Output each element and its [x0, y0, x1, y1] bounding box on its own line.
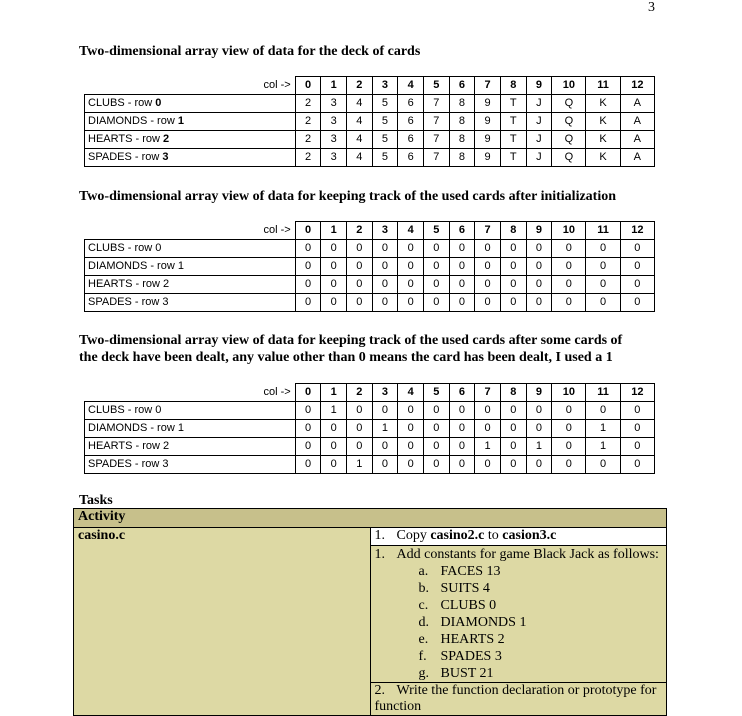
table-cell: 0	[295, 294, 321, 312]
table-cell: 0	[423, 240, 449, 258]
table-cell: 0	[552, 258, 586, 276]
row-label: HEARTS - row 2	[85, 438, 296, 456]
table-cell: J	[526, 95, 552, 113]
table-cell: 0	[423, 276, 449, 294]
table-cell: 9	[475, 131, 501, 149]
row-label: HEARTS - row 2	[85, 131, 296, 149]
table-cell: K	[586, 131, 620, 149]
column-header: 8	[500, 384, 526, 402]
table-cell: 0	[398, 294, 424, 312]
table-cell: 0	[526, 258, 552, 276]
column-header: 7	[475, 222, 501, 240]
table-cell: 9	[475, 95, 501, 113]
table-cell: 0	[295, 438, 321, 456]
step-text: Write the function declaration or prototype for function	[374, 683, 657, 714]
table-cell: 0	[398, 240, 424, 258]
row-label: SPADES - row 3	[85, 149, 296, 167]
table-cell: A	[620, 131, 654, 149]
target-filename: casion3.c	[502, 528, 557, 543]
table-cell: 3	[321, 113, 347, 131]
table-cell: 0	[321, 240, 347, 258]
table-cell: 6	[398, 113, 424, 131]
table-cell: 2	[295, 113, 321, 131]
constant-item: d. DIAMONDS 1	[418, 615, 527, 630]
table-cell: 0	[372, 438, 398, 456]
table-cell: J	[526, 149, 552, 167]
table-cell: 0	[475, 276, 501, 294]
table-cell: 0	[620, 294, 654, 312]
used-cards-dealt-table	[84, 383, 655, 474]
table-cell: 3	[321, 131, 347, 149]
table-cell: K	[586, 113, 620, 131]
constant-item: f. SPADES 3	[418, 649, 502, 664]
used-cards-dealt-heading-line2: the deck have been dealt, any value other than 0 means the card has been dealt, I used a 1	[79, 350, 613, 365]
column-header: 2	[346, 384, 372, 402]
column-header: 12	[620, 222, 654, 240]
deck-array-heading: Two-dimensional array view of data for the deck of cards	[79, 44, 421, 59]
column-header: 7	[475, 77, 501, 95]
table-cell: 1	[586, 420, 620, 438]
table-cell: 0	[398, 438, 424, 456]
table-cell: 0	[346, 294, 372, 312]
tasks-label: Tasks	[79, 493, 113, 508]
column-header: 4	[398, 384, 424, 402]
table-cell: 0	[552, 438, 586, 456]
table-cell: 9	[475, 149, 501, 167]
table-cell: 0	[449, 438, 475, 456]
table-cell: 0	[475, 456, 501, 474]
row-label: DIAMONDS - row 1	[85, 113, 296, 131]
table-cell: 0	[449, 240, 475, 258]
table-cell: 0	[620, 240, 654, 258]
table-cell: 0	[372, 240, 398, 258]
column-header: 2	[346, 222, 372, 240]
table-cell: 0	[552, 456, 586, 474]
table-cell: 0	[500, 456, 526, 474]
table-cell: 0	[475, 402, 501, 420]
table-row	[85, 149, 655, 167]
table-cell: 1	[321, 402, 347, 420]
table-cell: 0	[423, 402, 449, 420]
row-label: HEARTS - row 2	[85, 276, 296, 294]
used-cards-init-heading: Two-dimensional array view of data for keeping track of the used cards after initialization	[79, 189, 617, 204]
column-header: 4	[398, 77, 424, 95]
table-cell: 0	[398, 258, 424, 276]
table-cell: 1	[475, 438, 501, 456]
table-row	[85, 294, 655, 312]
table-cell: 0	[526, 402, 552, 420]
table-cell: J	[526, 113, 552, 131]
table-cell: 0	[346, 240, 372, 258]
step-number: 2.	[374, 683, 385, 698]
column-header: 2	[346, 77, 372, 95]
table-row	[85, 95, 655, 113]
table-cell: 0	[552, 240, 586, 258]
table-cell: 0	[500, 420, 526, 438]
table-cell: 0	[449, 402, 475, 420]
table-cell: 0	[398, 402, 424, 420]
task-step-copy	[370, 528, 667, 546]
table-row	[85, 240, 655, 258]
row-label: DIAMONDS - row 1	[85, 420, 296, 438]
table-cell: 0	[620, 276, 654, 294]
table-cell: 7	[423, 95, 449, 113]
table-cell: 0	[586, 276, 620, 294]
deck-array-table	[84, 76, 655, 167]
table-cell: 0	[552, 402, 586, 420]
column-header: 11	[586, 384, 620, 402]
table-cell: 0	[475, 258, 501, 276]
table-cell: 5	[372, 95, 398, 113]
source-filename: casino2.c	[430, 528, 485, 543]
column-header: 0	[295, 222, 321, 240]
column-header: 0	[295, 384, 321, 402]
table-cell: T	[500, 113, 526, 131]
table-cell: 0	[620, 438, 654, 456]
table-cell: 0	[346, 420, 372, 438]
table-cell: 0	[449, 420, 475, 438]
table-cell: 0	[295, 456, 321, 474]
table-cell: 0	[620, 456, 654, 474]
constant-item: a. FACES 13	[418, 564, 501, 579]
table-cell: 0	[372, 294, 398, 312]
table-cell: 0	[620, 258, 654, 276]
column-header: 5	[423, 384, 449, 402]
table-cell: 0	[423, 294, 449, 312]
table-cell: 0	[449, 276, 475, 294]
table-cell: 4	[346, 113, 372, 131]
page-number: 3	[648, 0, 655, 15]
table-cell: 0	[586, 294, 620, 312]
table-cell: 0	[526, 276, 552, 294]
table-row	[85, 276, 655, 294]
table-row	[85, 402, 655, 420]
column-header: 1	[321, 222, 347, 240]
table-cell: 3	[321, 149, 347, 167]
constants-list	[375, 563, 663, 682]
col-label: col ->	[85, 384, 296, 402]
table-cell: 0	[449, 294, 475, 312]
table-cell: Q	[552, 113, 586, 131]
constant-item: g. BUST 21	[418, 666, 494, 681]
table-cell: 0	[586, 240, 620, 258]
task-step-prototype	[370, 683, 667, 716]
step-text: Copy	[396, 528, 431, 543]
table-cell: A	[620, 113, 654, 131]
table-cell: 6	[398, 149, 424, 167]
table-cell: 8	[449, 113, 475, 131]
row-label: CLUBS - row 0	[85, 95, 296, 113]
column-header: 3	[372, 77, 398, 95]
table-cell: 1	[346, 456, 372, 474]
table-row	[85, 456, 655, 474]
column-header: 5	[423, 77, 449, 95]
table-cell: 0	[321, 438, 347, 456]
activity-table	[73, 508, 667, 716]
used-cards-init-table	[84, 221, 655, 312]
table-cell: 0	[475, 294, 501, 312]
col-label: col ->	[85, 77, 296, 95]
table-cell: 1	[586, 438, 620, 456]
table-cell: 0	[346, 276, 372, 294]
table-cell: 0	[372, 402, 398, 420]
table-cell: 8	[449, 95, 475, 113]
column-header: 6	[449, 384, 475, 402]
table-cell: 0	[398, 420, 424, 438]
step-number: 1.	[374, 547, 385, 562]
table-cell: 8	[449, 131, 475, 149]
table-cell: 5	[372, 131, 398, 149]
table-cell: 1	[526, 438, 552, 456]
table-cell: 0	[526, 456, 552, 474]
column-header: 4	[398, 222, 424, 240]
column-header: 0	[295, 77, 321, 95]
table-cell: 1	[372, 420, 398, 438]
column-header: 3	[372, 222, 398, 240]
column-header: 1	[321, 384, 347, 402]
table-cell: 0	[526, 240, 552, 258]
table-cell: 0	[295, 276, 321, 294]
table-cell: 0	[586, 258, 620, 276]
step-text: Add constants for game Black Jack as follows:	[396, 547, 659, 562]
step-text: to	[484, 528, 503, 543]
step-number: 1.	[374, 528, 385, 543]
table-cell: Q	[552, 95, 586, 113]
used-cards-dealt-heading-line1: Two-dimensional array view of data for keeping track of the used cards after some cards of	[79, 333, 623, 348]
table-cell: 0	[295, 258, 321, 276]
row-label: DIAMONDS - row 1	[85, 258, 296, 276]
table-cell: T	[500, 149, 526, 167]
table-cell: 0	[372, 258, 398, 276]
table-cell: 0	[321, 258, 347, 276]
table-cell: 3	[321, 95, 347, 113]
column-header: 10	[552, 384, 586, 402]
table-cell: 0	[346, 402, 372, 420]
table-cell: 2	[295, 95, 321, 113]
table-cell: 0	[295, 402, 321, 420]
table-cell: 0	[423, 258, 449, 276]
table-row	[85, 113, 655, 131]
table-cell: 4	[346, 131, 372, 149]
table-cell: Q	[552, 131, 586, 149]
table-cell: 0	[500, 276, 526, 294]
column-header: 3	[372, 384, 398, 402]
row-label: CLUBS - row 0	[85, 240, 296, 258]
table-cell: 0	[500, 240, 526, 258]
table-row	[85, 258, 655, 276]
row-label: SPADES - row 3	[85, 294, 296, 312]
column-header: 9	[526, 384, 552, 402]
table-cell: 0	[552, 276, 586, 294]
table-cell: 0	[552, 294, 586, 312]
table-cell: A	[620, 95, 654, 113]
column-header: 11	[586, 222, 620, 240]
table-cell: 7	[423, 131, 449, 149]
column-header: 12	[620, 384, 654, 402]
file-name: casino.c	[78, 528, 126, 543]
column-header: 10	[552, 77, 586, 95]
table-cell: K	[586, 149, 620, 167]
table-cell: 0	[586, 456, 620, 474]
table-cell: 0	[620, 420, 654, 438]
column-header: 11	[586, 77, 620, 95]
table-cell: 0	[295, 240, 321, 258]
table-cell: 0	[321, 276, 347, 294]
column-header: 8	[500, 222, 526, 240]
table-cell: 0	[372, 456, 398, 474]
column-header: 6	[449, 222, 475, 240]
table-cell: 0	[346, 438, 372, 456]
table-cell: 0	[500, 402, 526, 420]
table-cell: 0	[500, 294, 526, 312]
column-header: 1	[321, 77, 347, 95]
table-cell: T	[500, 95, 526, 113]
table-cell: 0	[321, 420, 347, 438]
table-cell: 9	[475, 113, 501, 131]
table-cell: 0	[475, 420, 501, 438]
col-label: col ->	[85, 222, 296, 240]
table-cell: 0	[321, 294, 347, 312]
column-header: 10	[552, 222, 586, 240]
table-cell: 0	[295, 420, 321, 438]
table-cell: 0	[449, 456, 475, 474]
column-header: 9	[526, 77, 552, 95]
column-header: 6	[449, 77, 475, 95]
column-header: 8	[500, 77, 526, 95]
table-cell: 0	[500, 258, 526, 276]
table-row	[85, 131, 655, 149]
table-cell: Q	[552, 149, 586, 167]
table-cell: 0	[449, 258, 475, 276]
row-label: SPADES - row 3	[85, 456, 296, 474]
table-cell: 7	[423, 113, 449, 131]
table-cell: 0	[620, 402, 654, 420]
table-cell: 6	[398, 95, 424, 113]
table-cell: 0	[423, 420, 449, 438]
table-cell: 0	[423, 438, 449, 456]
table-cell: 0	[321, 456, 347, 474]
table-cell: 5	[372, 149, 398, 167]
table-cell: 0	[372, 276, 398, 294]
table-cell: 0	[346, 258, 372, 276]
table-cell: 0	[526, 294, 552, 312]
table-cell: A	[620, 149, 654, 167]
table-cell: 0	[475, 240, 501, 258]
column-header: 12	[620, 77, 654, 95]
table-cell: 6	[398, 131, 424, 149]
task-step-constants	[370, 546, 667, 683]
row-label: CLUBS - row 0	[85, 402, 296, 420]
table-cell: 0	[398, 276, 424, 294]
table-cell: 0	[398, 456, 424, 474]
table-row	[85, 438, 655, 456]
table-cell: 7	[423, 149, 449, 167]
file-name-cell	[74, 528, 371, 716]
table-cell: 0	[586, 402, 620, 420]
constant-item: e. HEARTS 2	[418, 632, 505, 647]
table-cell: 2	[295, 131, 321, 149]
table-cell: 0	[423, 456, 449, 474]
column-header: 7	[475, 384, 501, 402]
table-cell: 4	[346, 149, 372, 167]
table-cell: 0	[526, 420, 552, 438]
table-cell: T	[500, 131, 526, 149]
column-header: 5	[423, 222, 449, 240]
table-cell: 5	[372, 113, 398, 131]
activity-header: Activity	[74, 509, 667, 528]
table-cell: J	[526, 131, 552, 149]
table-cell: K	[586, 95, 620, 113]
table-cell: 0	[500, 438, 526, 456]
table-cell: 8	[449, 149, 475, 167]
table-row	[85, 420, 655, 438]
column-header: 9	[526, 222, 552, 240]
table-cell: 0	[552, 420, 586, 438]
constant-item: b. SUITS 4	[418, 581, 490, 596]
constant-item: c. CLUBS 0	[418, 598, 497, 613]
table-cell: 2	[295, 149, 321, 167]
table-cell: 4	[346, 95, 372, 113]
